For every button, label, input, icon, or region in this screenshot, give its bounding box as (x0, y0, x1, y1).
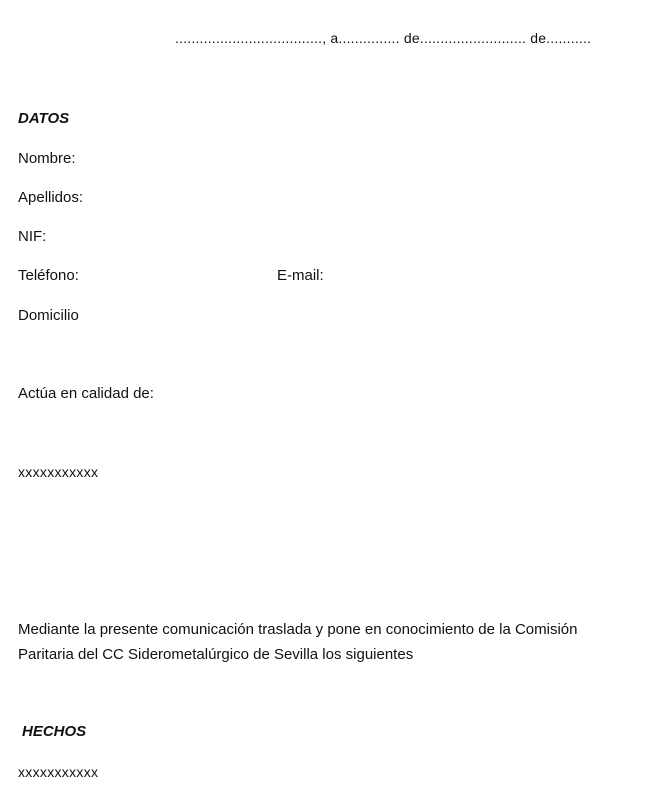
hechos-value: xxxxxxxxxxx (18, 764, 99, 780)
calidad-value: xxxxxxxxxxx (18, 464, 99, 480)
domicilio-label: Domicilio (18, 307, 79, 324)
calidad-label: Actúa en calidad de: (18, 385, 154, 402)
date-place-line: ...................................., a............... de.......................... de........... (175, 30, 592, 46)
apellidos-label: Apellidos: (18, 189, 84, 206)
nombre-label: Nombre: (18, 150, 76, 167)
datos-heading: DATOS (18, 110, 70, 127)
email-label: E-mail: (277, 267, 324, 284)
comunicacion-line-2: Paritaria del CC Siderometalúrgico de Sevilla los siguientes (18, 646, 414, 663)
hechos-heading: HECHOS (22, 723, 87, 740)
telefono-label: Teléfono: (18, 267, 79, 284)
comunicacion-line-1: Mediante la presente comunicación traslada y pone en conocimiento de la Comisión (18, 621, 578, 638)
nif-label: NIF: (18, 228, 47, 245)
comunicacion-paragraph (18, 617, 638, 667)
